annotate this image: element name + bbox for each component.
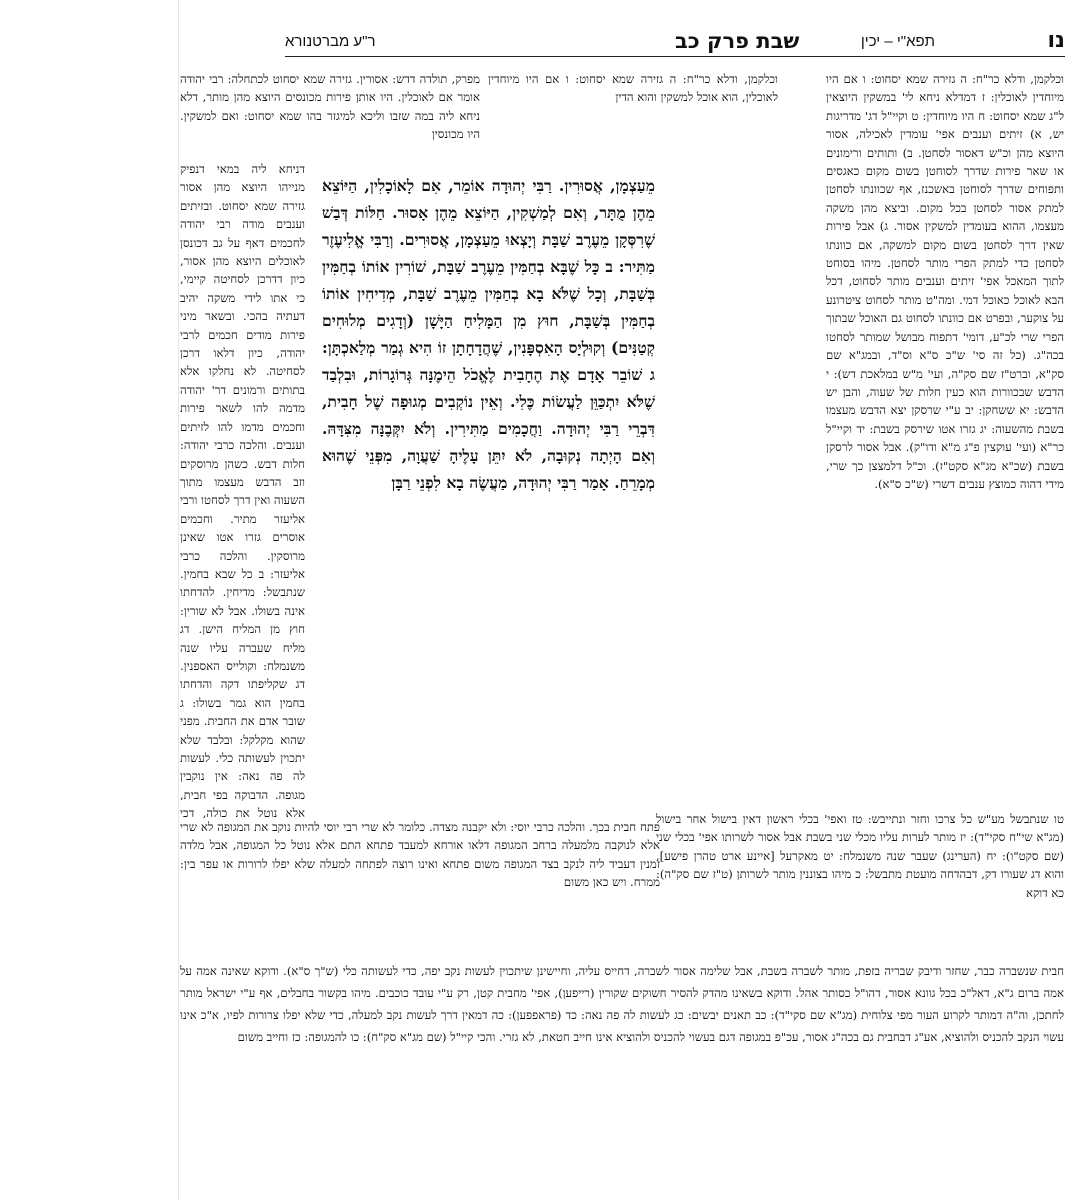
bartenura-column [180, 160, 305, 825]
commentary-text: וכלקמן, ודלא כר"ח: ה גזירה שמא יסחוט: ו אם היו מיוחדין לאוכלין: ז דמדלא ניחא לי' במשקין היוצאין ל"ג שמא יסחוט: ח היו מיוחדין: ט וקיי"ל דג' מדריגות יש, א) זיתים וענבים אפי' עומדין לאכילה, אסור היוצא מהן וכ"ש דאסור לסחטן. ב) ותותים ורימונים או שאר פירות שדרך לסוחטן בשום מקום כאגסים ותפוחים שדרך לסוחטן באשכנז, אף שכוונתו לסחטן למתק אסור לסחטן בכל מקום. וביצא מהן משקה מעצמו, ההוא בעומדין למשקין אסור. ג) אבל פירות שאין דרך לסחטן בשום מקום למשקה, אם כוונתו לסחטן כדי למתק הפרי מותר לסחטן. מיהו בסוחט לתוך המאכל אפי' זיתים וענבים מותר לסחוט, דכל הבא לאוכל כאוכל דמי. ומה"ט מותר לסחוט ציטרונע על צוקער, ובפרט אם כוונתו לסחוט גם האוכל שבתוך הפרי שרי לכ"ע, דומי' דתפוח מבושל שמותר לסחטו בכה"ג. (כל זה סי' ש"כ ס"א וס"ד, ובמג"א שם סק"א, וברט"ז שם סק"ה, ועי' מ"ש במלאכת דש): י הדבש שבכוורות הוא כעין חלות של שעוה, והבן יש הדבש: יא ששחקן: יב ע"י שרסקן יצא הדבש מעצמו בשבת מהשעוה: יג גזרו אטו שירסק בשבת: יד וקיי"ל כר"א (ועי' עוקצין פ"ג מ"א ודו"ק). אבל אסור לרסקן בשבת (שכ"א מג"א סקט"ז). וכ"ל דלמצצן כך שרי, מידי דהוה כמוצץ ענבים דשרי (ש"כ ס"א). [826, 72, 1064, 491]
bartenura-bottom-block [180, 818, 660, 953]
page-header [285, 28, 1065, 57]
yachin-top-block [488, 70, 778, 160]
footnotes-block [180, 960, 1064, 1125]
page-title: שבת פרק כב [675, 29, 800, 53]
page-gutter [0, 0, 179, 1200]
tiferet-yisrael-column [826, 70, 1064, 810]
commentary-text: דניחא ליה במאי דנפיק מנייהו היוצא מהן אסור גזירה שמא יסחוט. ובזיתים וענבים מודה רבי יהודה לחכמים דאף על גב דכונסן לאוכלים היוצא מהן אסור, כיון דדרכן לסחיטה קיימי, כי אתו לידי משקה יהיב דעתיה בהכי. ובשאר מיני פירות מודים חכמים לרבי יהודה, כיון דלאו דרכן לסחיטה. לא נחלקו אלא בתותים ורמונים דר' יהודה מדמה להו לשאר פירות וחכמים מדמו להו לזיתים וענבים. והלכה כרבי יהודה: חלות דבש. כשהן מרוסקים וזב הדבש מעצמו מתוך השעוה ואין דרך לסחטו ורבי אליעזר מתיר. וחכמים אוסרים גזרו אטו שאינן מרוסקין. והלכה כרבי אליעזר: ב כל שבא בחמין. שנתבשל: מדיחין. להדחתו אינה בשולו. אבל לא שורין: חוץ מן המליח הישן. דג מליח שעברה עליו שנה משנמלח: וקולייס האספנין. דג שקליפתו דקה והדחתו בחמין הוא גמר בשולו: ג שובר אדם את החבית. מפני שהוא מקלקל: ובלבד שלא יתכוין לעשותה כלי. לעשות לה פה נאה: אין נוקבין מגופה. הדבוקה בפי חבית, אלא נוטל את כולה, דכי [180, 162, 305, 821]
tiferet-bottom-block [656, 810, 1064, 960]
commentary-text: וכלקמן, ודלא כר"ח: ה גזירה שמא יסחוט: ו אם היו מיוחדין לאוכלין, הוא אוכל למשקין והוא הדין [488, 72, 778, 105]
bartenura-top-block [180, 70, 480, 160]
mishnah-text: מֵעַצְמָן, אֲסוּרִין. רַבִּי יְהוּדָה אוֹמֵר, אִם לָאוֹכָלִין, הַיּוֹצֵא מֵהֶן מֻתָּר, וְאִם לְמַשְׁקִין, הַיּוֹצֵא מֵהֶן אָסוּר. חַלּוֹת דְּבַשׁ שֶׁרִסְּקָן מֵעֶרֶב שַׁבָּת וְיָצְאוּ מֵעַצְמָן, אֲסוּרִים. וְרַבִּי אֱלִיעֶזֶר מַתִּיר: ב כָּל שֶׁבָּא בְחַמִּין מֵעֶרֶב שַׁבָּת, שׁוֹרִין אוֹתוֹ בְחַמִּין בְּשַׁבָּת, וְכָל שֶׁלֹּא בָא בְחַמִּין מֵעֶרֶב שַׁבָּת, מְדִיחִין אוֹתוֹ בְחַמִּין בְּשַׁבָּת, חוּץ מִן הַמָּלִיחַ הַיָּשָׁן (וְדָגִים מְלוּחִים קְטַנִּים) וְקוּלְיָס הָאִסְפָּנִין, שֶׁהֲדָחָתָן זוֹ הִיא גְמַר מְלַאכְתָּן: ג שׁוֹבֵר אָדָם אֶת הֶחָבִית לֶאֱכֹל הֵימֶנָּה גְּרוֹגָרוֹת, וּבִלְבַד שֶׁלֹּא יִתְכַּוֵּן לַעֲשׂוֹת כֶּלִי. וְאֵין נוֹקְבִים מְגוּפָה שֶׁל חָבִית, דִּבְרֵי רַבִּי יְהוּדָה. וַחֲכָמִים מַתִּירִין. וְלֹא יִקְּבֶנָּה מִצִּדָּהּ. וְאִם הָיְתָה נְקוּבָה, לֹא יִתֵּן עָלֶיהָ שַׁעֲוָה, מִפְּנֵי שֶׁהוּא מְמָרֵחַ. אָמַר רַבִּי יְהוּדָה, מַעֲשֶׂה בָא לִפְנֵי רַבָּן [322, 176, 655, 492]
commentary-label: ר"ע מברטנורא [285, 33, 376, 50]
commentary-text: מפרק, תולדה דדש: אסורין. גזירה שמא יסחוט לכתחלה: רבי יהודה אומר אם לאוכלין. היו אותן פירות מכונסים היוצא מהן מותר, דלא ניחא ליה במה שזבו וליכא למיגזר בהו שמא יסחוט: ואם למשקין. היו מכונסין [180, 72, 480, 142]
mishnah-text-block [322, 172, 655, 817]
section-label: תפא"י – יכין [860, 33, 935, 50]
page-number: נו [1047, 28, 1065, 53]
commentary-text: פתח חבית בכך. והלכה כרבי יוסי: ולא יקבנה מצדה. כלומר לא שרי רבי יוסי להיות נוקב את המגופה לא שרי אלא לנוקבה מלמעלה ברחב המגופה דלאו אורחא למעבד פתחא התם אלא נוטל כל המגופה, אבל מלדה זמנין דעביד ליה לנקב בצד המגופה משום פתחא ואינו רוצה לפתחה למעלה שלא יפלו לרורות או עפר בין: ממרח. ויש כאן משום [180, 820, 660, 890]
commentary-text: טו שנתבשל מע"ש כל צרכו וחזר ונתייבש: טז ואפי' בכלי ראשון דאין בישול אחר בישול (מג"א שי"ח סקי"ד): יז מותר לערות עליו מכלי שני בשבת אבל אסור לשרותו אפי' בכלי שני (שם סקט"ו): יח (הערינג) שעבר שנה משנמלח: יט מאקרעל [איינע ארט טהרן פישע], והוא דג שעורו דק, דבהדחה מועטת מתבשל: כ מיהו בצוננין מותר לשרותן (ט"ז שם סק"ה): כא דוקא [656, 812, 1064, 900]
footnotes-text: חבית שנשברה כבר, שחזר ודיבק שבריה בזפת, מותר לשברה בשבת, אבל שלימה אסור לשברה, דחייס עליה, וחיישינן שיתכוין לעשות נקב יפה, כדי לעשותה כלי (ש"ך ס"א). ודוקא שאינה אמה על אמה ברום ג"א, דאל"כ בכל גוונא אסור, דהו"ל כסותר אהל. ודוקא בשאינו מהדק להסיר חשוקים שקורין (רייפען), אפי' מחבית קטן, רק ע"י עובד כוכבים. מיהו בקשור בחבלים, אף ע"י ישראל מותר לחתכן, וה"ה דמותר לקרוע העור מפי צלוחית (מג"א שם סקי"ד): כב תאנים יבשים: כג לעשות לה פה נאה: כד (פראפפען): כה דמאין דרך לעשות נקב למעלה, כדי שלא יפלו צרורות לפיו, א"כ אינו עשוי הנקב להכניס ולהוציא, אע"ג דבחבית גם בכה"ג אסור, עכ"פ במגופה דגם בעשוי להכניס ולהוציא אינו חייב חטאת, לא גזרי. והכי קיי"ל (שם מג"א סק"ח): כו להמגופה: כז וחייב משום [180, 964, 1064, 1044]
